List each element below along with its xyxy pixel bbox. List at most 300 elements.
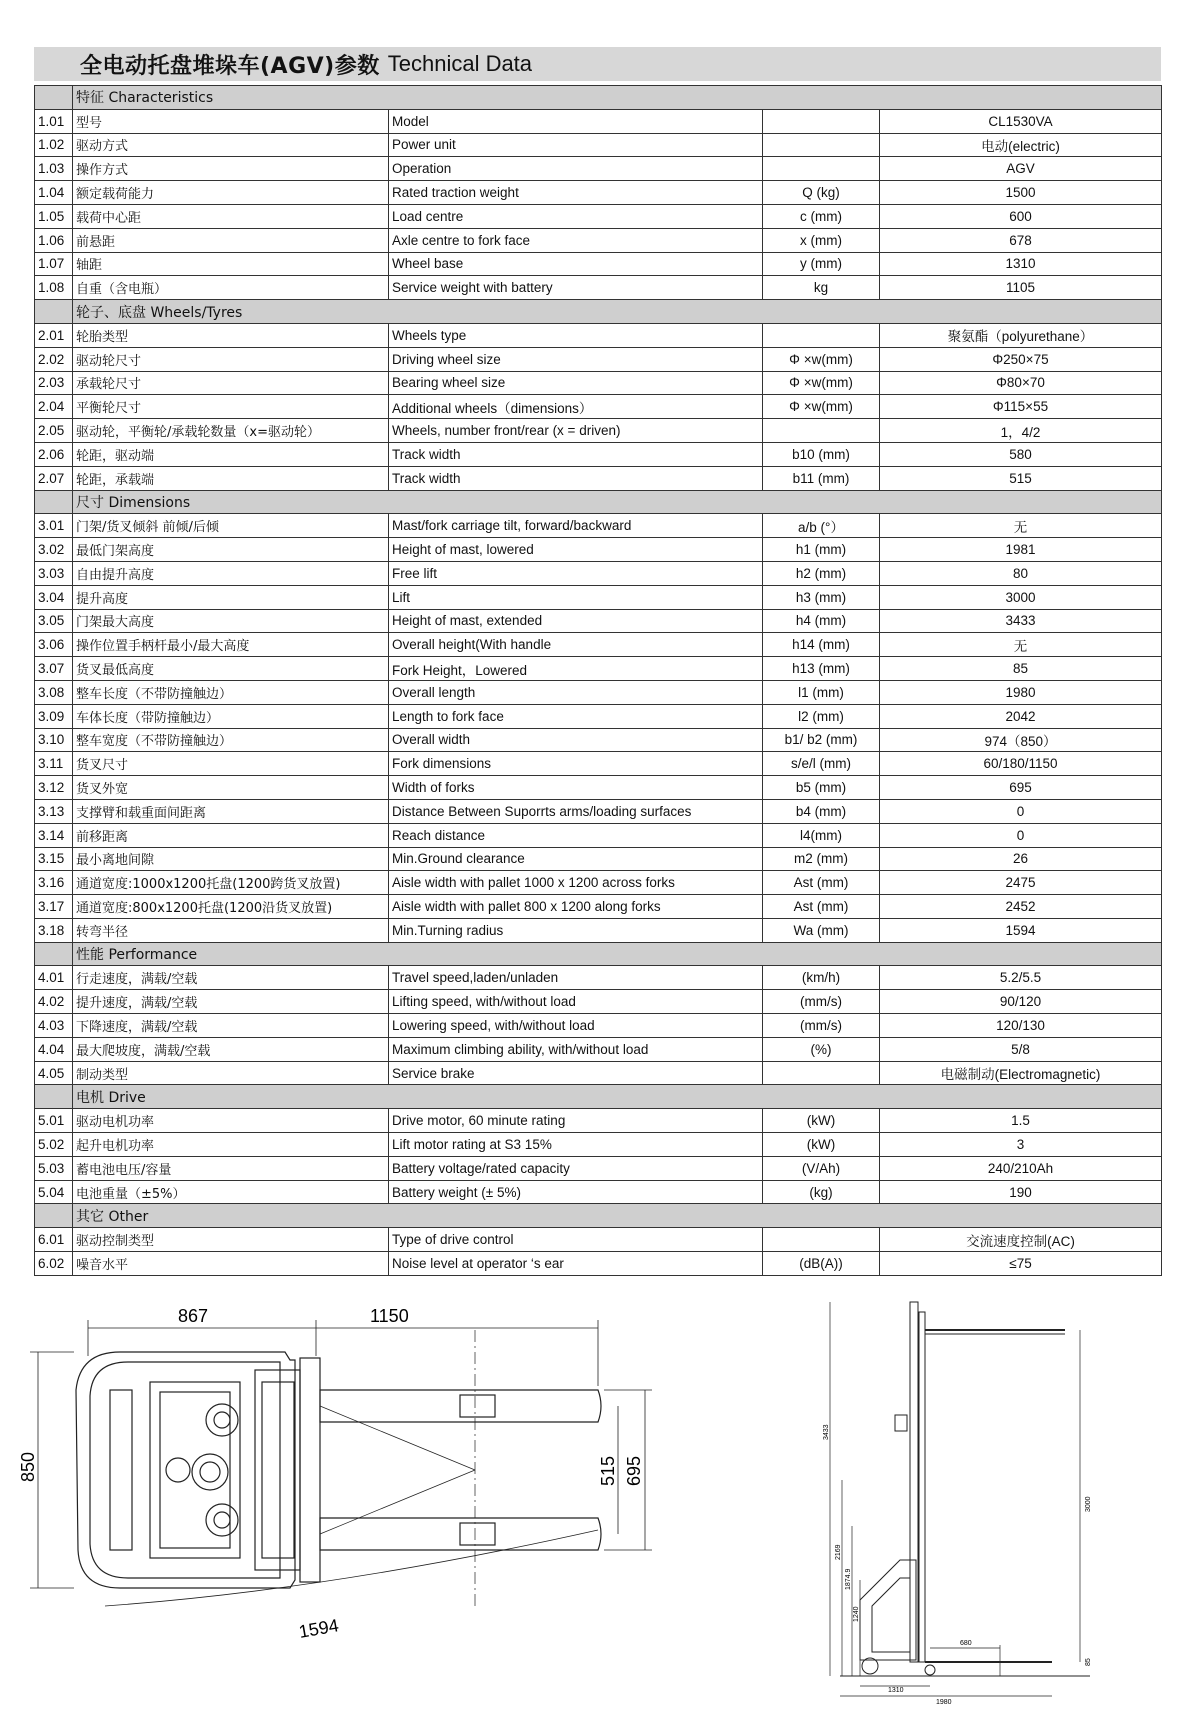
row-label-cn: 起升电机功率 — [73, 1133, 389, 1157]
row-value: 3433 — [880, 609, 1162, 633]
row-label-en: Height of mast, extended — [389, 609, 763, 633]
row-value: 电动(electric) — [880, 133, 1162, 157]
table-row — [35, 1014, 1162, 1038]
row-value: 190 — [880, 1180, 1162, 1204]
row-label-en: Wheel base — [389, 252, 763, 276]
section-header-blank — [35, 490, 73, 514]
row-label-en: Mast/fork carriage tilt, forward/backward — [389, 514, 763, 538]
row-unit: Φ ×w(mm) — [763, 347, 880, 371]
row-label-en: Overall height(With handle — [389, 633, 763, 657]
row-number: 3.08 — [35, 680, 73, 704]
row-label-cn: 制动类型 — [73, 1061, 389, 1085]
row-label-en: Operation — [389, 157, 763, 181]
table-row — [35, 1133, 1162, 1157]
row-unit: l2 (mm) — [763, 704, 880, 728]
section-header: 其它 Other — [73, 1204, 1162, 1228]
table-row — [35, 323, 1162, 347]
row-value: 0 — [880, 799, 1162, 823]
row-label-cn: 门架/货叉倾斜 前倾/后倾 — [73, 514, 389, 538]
row-label-en: Track width — [389, 466, 763, 490]
section-header: 性能 Performance — [73, 942, 1162, 966]
row-label-en: Length to fork face — [389, 704, 763, 728]
row-value: CL1530VA — [880, 109, 1162, 133]
page-title-en: Technical Data — [387, 51, 533, 76]
row-label-cn: 货叉最低高度 — [73, 657, 389, 681]
table-row — [35, 204, 1162, 228]
table-row — [35, 585, 1162, 609]
row-value: 3 — [880, 1133, 1162, 1157]
row-value: 80 — [880, 561, 1162, 585]
table-row — [35, 347, 1162, 371]
dim-850: 850 — [18, 1451, 38, 1482]
row-number: 2.01 — [35, 323, 73, 347]
row-label-cn: 车体长度（带防撞触边） — [73, 704, 389, 728]
row-unit: a/b (°） — [763, 514, 880, 538]
row-unit: (kW) — [763, 1133, 880, 1157]
row-label-en: Lowering speed, with/without load — [389, 1014, 763, 1038]
row-label-cn: 通道宽度:800x1200托盘(1200沿货叉放置) — [73, 895, 389, 919]
row-label-cn: 支撑臂和载重面间距离 — [73, 799, 389, 823]
row-label-cn: 最大爬坡度，满载/空载 — [73, 1037, 389, 1061]
dim-1594: 1594 — [297, 1615, 341, 1642]
row-unit — [763, 109, 880, 133]
row-label-en: Fork dimensions — [389, 752, 763, 776]
table-row — [35, 609, 1162, 633]
row-number: 3.06 — [35, 633, 73, 657]
row-unit: h14 (mm) — [763, 633, 880, 657]
row-value: 5.2/5.5 — [880, 966, 1162, 990]
row-number: 3.03 — [35, 561, 73, 585]
row-label-en: Distance Between Suporrts arms/loading surfaces — [389, 799, 763, 823]
row-unit: l1 (mm) — [763, 680, 880, 704]
row-unit: Wa (mm) — [763, 918, 880, 942]
table-row — [35, 728, 1162, 752]
table-row — [35, 252, 1162, 276]
row-unit: h4 (mm) — [763, 609, 880, 633]
table-row — [35, 1180, 1162, 1204]
dim-515: 515 — [598, 1455, 618, 1486]
row-value: 600 — [880, 204, 1162, 228]
table-row — [35, 228, 1162, 252]
section-header: 尺寸 Dimensions — [73, 490, 1162, 514]
row-label-en: Min.Turning radius — [389, 918, 763, 942]
table-row — [35, 514, 1162, 538]
row-label-en: Service brake — [389, 1061, 763, 1085]
row-label-cn: 自重（含电瓶） — [73, 276, 389, 300]
row-unit — [763, 419, 880, 443]
row-number: 5.02 — [35, 1133, 73, 1157]
row-number: 6.02 — [35, 1252, 73, 1276]
top-view-drawing — [0, 1290, 680, 1718]
row-label-en: Rated traction weight — [389, 181, 763, 205]
row-label-cn: 前悬距 — [73, 228, 389, 252]
row-number: 1.05 — [35, 204, 73, 228]
table-row — [35, 157, 1162, 181]
row-unit: h1 (mm) — [763, 538, 880, 562]
row-label-en: Lift motor rating at S3 15% — [389, 1133, 763, 1157]
row-unit: x (mm) — [763, 228, 880, 252]
section-header: 轮子、底盘 Wheels/Tyres — [73, 300, 1162, 324]
row-label-cn: 行走速度，满载/空载 — [73, 966, 389, 990]
row-label-en: Aisle width with pallet 1000 x 1200 across forks — [389, 871, 763, 895]
row-unit: b4 (mm) — [763, 799, 880, 823]
section-header-blank — [35, 942, 73, 966]
row-label-cn: 货叉尺寸 — [73, 752, 389, 776]
table-row — [35, 1109, 1162, 1133]
row-value: 2042 — [880, 704, 1162, 728]
row-label-cn: 驱动轮，平衡轮/承载轮数量（x=驱动轮） — [73, 419, 389, 443]
row-label-cn: 噪音水平 — [73, 1252, 389, 1276]
row-unit: (V/Ah) — [763, 1156, 880, 1180]
row-label-cn: 通道宽度:1000x1200托盘(1200跨货叉放置) — [73, 871, 389, 895]
section-header-blank — [35, 300, 73, 324]
row-label-cn: 提升高度 — [73, 585, 389, 609]
row-value: 交流速度控制(AC) — [880, 1228, 1162, 1252]
table-row — [35, 990, 1162, 1014]
row-label-en: Power unit — [389, 133, 763, 157]
table-row — [35, 442, 1162, 466]
row-label-en: Bearing wheel size — [389, 371, 763, 395]
row-label-cn: 整车长度（不带防撞触边） — [73, 680, 389, 704]
row-value: 电磁制动(Electromagnetic) — [880, 1061, 1162, 1085]
row-label-en: Noise level at operator ‘s ear — [389, 1252, 763, 1276]
row-label-cn: 转弯半径 — [73, 918, 389, 942]
row-value: 90/120 — [880, 990, 1162, 1014]
row-label-cn: 驱动电机功率 — [73, 1109, 389, 1133]
row-number: 4.01 — [35, 966, 73, 990]
row-unit: (dB(A)) — [763, 1252, 880, 1276]
row-label-en: Lifting speed, with/without load — [389, 990, 763, 1014]
row-number: 3.05 — [35, 609, 73, 633]
row-value: Φ250×75 — [880, 347, 1162, 371]
row-label-en: Battery voltage/rated capacity — [389, 1156, 763, 1180]
row-unit: Ast (mm) — [763, 895, 880, 919]
row-unit: (mm/s) — [763, 990, 880, 1014]
row-label-cn: 承载轮尺寸 — [73, 371, 389, 395]
row-value: 2475 — [880, 871, 1162, 895]
row-label-cn: 型号 — [73, 109, 389, 133]
dim-3433: 3433 — [823, 1424, 830, 1440]
row-label-cn: 驱动方式 — [73, 133, 389, 157]
table-row — [35, 538, 1162, 562]
row-label-cn: 整车宽度（不带防撞触边） — [73, 728, 389, 752]
section-header-row — [35, 86, 1162, 110]
row-label-cn: 自由提升高度 — [73, 561, 389, 585]
row-number: 2.05 — [35, 419, 73, 443]
table-row — [35, 1156, 1162, 1180]
side-view-drawing — [820, 1290, 1120, 1710]
row-number: 4.04 — [35, 1037, 73, 1061]
row-value: 1.5 — [880, 1109, 1162, 1133]
row-value: 1500 — [880, 181, 1162, 205]
table-row — [35, 752, 1162, 776]
row-label-en: Min.Ground clearance — [389, 847, 763, 871]
row-unit: Φ ×w(mm) — [763, 371, 880, 395]
dim-1310: 1310 — [888, 1687, 904, 1694]
row-number: 5.03 — [35, 1156, 73, 1180]
section-header-row — [35, 490, 1162, 514]
dim-2169: 2169 — [835, 1544, 842, 1560]
page-title-cn: 全电动托盘堆垛车(AGV)参数 — [80, 53, 380, 79]
row-unit: (km/h) — [763, 966, 880, 990]
row-number: 2.02 — [35, 347, 73, 371]
table-row — [35, 395, 1162, 419]
row-value: 3000 — [880, 585, 1162, 609]
row-value: 240/210Ah — [880, 1156, 1162, 1180]
row-unit — [763, 1061, 880, 1085]
table-row — [35, 966, 1162, 990]
table-row — [35, 823, 1162, 847]
row-number: 5.01 — [35, 1109, 73, 1133]
row-value: ≤75 — [880, 1252, 1162, 1276]
row-unit: (kW) — [763, 1109, 880, 1133]
row-value: 515 — [880, 466, 1162, 490]
table-row — [35, 1228, 1162, 1252]
table-row — [35, 776, 1162, 800]
row-number: 2.07 — [35, 466, 73, 490]
row-label-cn: 提升速度，满载/空载 — [73, 990, 389, 1014]
row-value: 1，4/2 — [880, 419, 1162, 443]
technical-data-table — [34, 85, 1162, 1276]
row-number: 2.03 — [35, 371, 73, 395]
dim-1874: 1874.9 — [845, 1568, 852, 1590]
dim-85: 85 — [1085, 1658, 1092, 1666]
row-unit: h3 (mm) — [763, 585, 880, 609]
row-number: 3.01 — [35, 514, 73, 538]
row-unit: Ast (mm) — [763, 871, 880, 895]
table-row — [35, 1061, 1162, 1085]
row-label-cn: 门架最大高度 — [73, 609, 389, 633]
row-number: 3.10 — [35, 728, 73, 752]
row-number: 2.04 — [35, 395, 73, 419]
table-row — [35, 918, 1162, 942]
row-label-en: Free lift — [389, 561, 763, 585]
section-header-row — [35, 1204, 1162, 1228]
row-label-en: Wheels, number front/rear (x = driven) — [389, 419, 763, 443]
section-header-blank — [35, 1204, 73, 1228]
row-value: 695 — [880, 776, 1162, 800]
row-number: 1.01 — [35, 109, 73, 133]
table-row — [35, 680, 1162, 704]
table-row — [35, 895, 1162, 919]
row-number: 1.06 — [35, 228, 73, 252]
dim-3000: 3000 — [1085, 1496, 1092, 1512]
table-row — [35, 181, 1162, 205]
row-number: 1.02 — [35, 133, 73, 157]
row-label-en: Type of drive control — [389, 1228, 763, 1252]
section-header: 特征 Characteristics — [73, 86, 1162, 110]
row-number: 6.01 — [35, 1228, 73, 1252]
dim-1150: 1150 — [370, 1306, 409, 1326]
row-label-cn: 货叉外宽 — [73, 776, 389, 800]
row-number: 3.14 — [35, 823, 73, 847]
row-label-en: Axle centre to fork face — [389, 228, 763, 252]
table-row — [35, 561, 1162, 585]
row-number: 3.16 — [35, 871, 73, 895]
row-value: 60/180/1150 — [880, 752, 1162, 776]
row-unit: kg — [763, 276, 880, 300]
row-label-en: Model — [389, 109, 763, 133]
row-number: 5.04 — [35, 1180, 73, 1204]
row-label-en: Overall width — [389, 728, 763, 752]
row-value: Φ115×55 — [880, 395, 1162, 419]
row-number: 1.03 — [35, 157, 73, 181]
row-number: 3.12 — [35, 776, 73, 800]
table-row — [35, 847, 1162, 871]
row-number: 4.05 — [35, 1061, 73, 1085]
row-label-cn: 操作方式 — [73, 157, 389, 181]
row-label-cn: 下降速度，满载/空载 — [73, 1014, 389, 1038]
row-number: 1.08 — [35, 276, 73, 300]
row-value: 0 — [880, 823, 1162, 847]
row-unit: b1/ b2 (mm) — [763, 728, 880, 752]
row-label-cn: 轮距，驱动端 — [73, 442, 389, 466]
row-label-en: Service weight with battery — [389, 276, 763, 300]
row-label-en: Height of mast, lowered — [389, 538, 763, 562]
dim-695: 695 — [624, 1455, 644, 1486]
table-row — [35, 657, 1162, 681]
row-label-en: Fork Height，Lowered — [389, 657, 763, 681]
row-label-en: Load centre — [389, 204, 763, 228]
row-value: 1310 — [880, 252, 1162, 276]
row-value: 聚氨酯（polyurethane） — [880, 323, 1162, 347]
row-unit: (%) — [763, 1037, 880, 1061]
row-value: Φ80×70 — [880, 371, 1162, 395]
row-label-en: Reach distance — [389, 823, 763, 847]
section-header-row — [35, 942, 1162, 966]
section-header-blank — [35, 1085, 73, 1109]
row-value: 580 — [880, 442, 1162, 466]
row-label-en: Overall length — [389, 680, 763, 704]
table-row — [35, 419, 1162, 443]
row-unit: b5 (mm) — [763, 776, 880, 800]
row-unit: l4(mm) — [763, 823, 880, 847]
table-row — [35, 704, 1162, 728]
row-label-en: Wheels type — [389, 323, 763, 347]
row-number: 4.03 — [35, 1014, 73, 1038]
table-row — [35, 371, 1162, 395]
row-unit — [763, 133, 880, 157]
dim-1980: 1980 — [936, 1699, 952, 1706]
row-value: AGV — [880, 157, 1162, 181]
row-number: 3.15 — [35, 847, 73, 871]
row-label-cn: 操作位置手柄杆最小/最大高度 — [73, 633, 389, 657]
row-unit: m2 (mm) — [763, 847, 880, 871]
row-value: 26 — [880, 847, 1162, 871]
row-number: 1.04 — [35, 181, 73, 205]
row-number: 2.06 — [35, 442, 73, 466]
row-label-en: Driving wheel size — [389, 347, 763, 371]
row-value: 无 — [880, 514, 1162, 538]
row-value: 1980 — [880, 680, 1162, 704]
row-value: 120/130 — [880, 1014, 1162, 1038]
dim-867: 867 — [178, 1306, 209, 1326]
table-row — [35, 109, 1162, 133]
row-label-cn: 平衡轮尺寸 — [73, 395, 389, 419]
section-header-row — [35, 1085, 1162, 1109]
section-header-blank — [35, 86, 73, 110]
row-label-en: Drive motor, 60 minute rating — [389, 1109, 763, 1133]
row-number: 3.11 — [35, 752, 73, 776]
table-row — [35, 799, 1162, 823]
row-value: 1105 — [880, 276, 1162, 300]
row-label-en: Aisle width with pallet 800 x 1200 along forks — [389, 895, 763, 919]
row-number: 3.13 — [35, 799, 73, 823]
row-value: 无 — [880, 633, 1162, 657]
row-unit: h2 (mm) — [763, 561, 880, 585]
row-unit: Φ ×w(mm) — [763, 395, 880, 419]
row-label-cn: 额定载荷能力 — [73, 181, 389, 205]
row-unit: b11 (mm) — [763, 466, 880, 490]
row-value: 1981 — [880, 538, 1162, 562]
row-unit: Q (kg) — [763, 181, 880, 205]
section-header-row — [35, 300, 1162, 324]
title-bar — [34, 47, 1161, 81]
row-unit — [763, 157, 880, 181]
row-value: 1594 — [880, 918, 1162, 942]
table-row — [35, 466, 1162, 490]
dim-680: 680 — [960, 1640, 972, 1647]
row-label-en: Maximum climbing ability, with/without load — [389, 1037, 763, 1061]
row-label-cn: 轮胎类型 — [73, 323, 389, 347]
table-row — [35, 871, 1162, 895]
row-number: 3.17 — [35, 895, 73, 919]
row-value: 5/8 — [880, 1037, 1162, 1061]
row-unit: y (mm) — [763, 252, 880, 276]
row-unit: c (mm) — [763, 204, 880, 228]
row-unit: (mm/s) — [763, 1014, 880, 1038]
row-unit: b10 (mm) — [763, 442, 880, 466]
row-label-en: Battery weight (± 5%) — [389, 1180, 763, 1204]
row-number: 3.04 — [35, 585, 73, 609]
row-label-cn: 前移距离 — [73, 823, 389, 847]
row-label-cn: 轮距，承载端 — [73, 466, 389, 490]
row-label-cn: 驱动控制类型 — [73, 1228, 389, 1252]
row-label-en: Lift — [389, 585, 763, 609]
row-label-cn: 最低门架高度 — [73, 538, 389, 562]
row-label-en: Additional wheels（dimensions） — [389, 395, 763, 419]
row-label-cn: 电池重量（±5%） — [73, 1180, 389, 1204]
row-number: 1.07 — [35, 252, 73, 276]
table-row — [35, 1252, 1162, 1276]
row-number: 4.02 — [35, 990, 73, 1014]
row-label-cn: 最小离地间隙 — [73, 847, 389, 871]
row-value: 678 — [880, 228, 1162, 252]
table-row — [35, 276, 1162, 300]
row-value: 2452 — [880, 895, 1162, 919]
row-value: 85 — [880, 657, 1162, 681]
row-label-cn: 蓄电池电压/容量 — [73, 1156, 389, 1180]
row-label-en: Travel speed,laden/unladen — [389, 966, 763, 990]
row-number: 3.02 — [35, 538, 73, 562]
row-value: 974（850） — [880, 728, 1162, 752]
row-label-cn: 驱动轮尺寸 — [73, 347, 389, 371]
row-unit — [763, 1228, 880, 1252]
row-label-en: Track width — [389, 442, 763, 466]
row-label-cn: 载荷中心距 — [73, 204, 389, 228]
row-label-en: Width of forks — [389, 776, 763, 800]
dim-1240: 1240 — [853, 1606, 860, 1622]
row-unit — [763, 323, 880, 347]
table-row — [35, 1037, 1162, 1061]
row-number: 3.07 — [35, 657, 73, 681]
row-unit: s/e/l (mm) — [763, 752, 880, 776]
row-number: 3.09 — [35, 704, 73, 728]
row-number: 3.18 — [35, 918, 73, 942]
row-label-cn: 轴距 — [73, 252, 389, 276]
row-unit: h13 (mm) — [763, 657, 880, 681]
section-header: 电机 Drive — [73, 1085, 1162, 1109]
